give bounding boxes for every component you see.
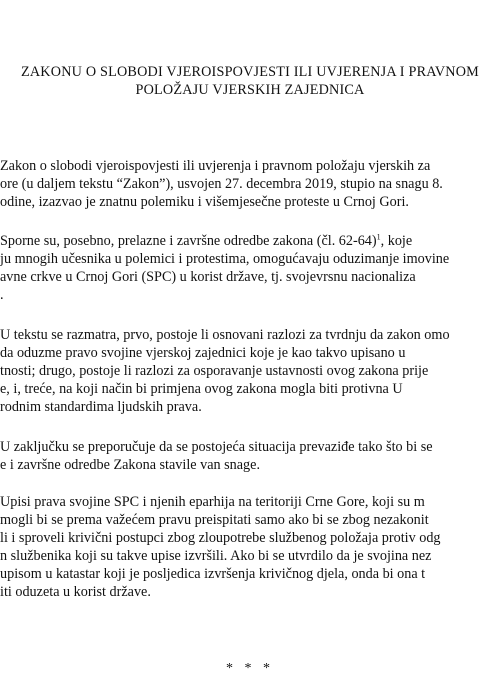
paragraph-line: . [0,287,4,303]
paragraph-line: e i završne odredbe Zakona stavile van snage. [0,457,260,473]
paragraph-line: n službenika koji su takve upise izvršili. Ako bi se utvrdilo da je svojina nez [0,548,432,564]
paragraph-line: Zakon o slobodi vjeroispovjesti ili uvjerenja i pravnom položaju vjerskih za [0,158,431,174]
paragraph-line [0,232,500,250]
paragraph-line: avne crkve u Crnoj Gori (SPC) u korist države, tj. svojevrsnu nacionaliza [0,269,416,285]
paragraph-5 [0,493,500,601]
footnote-marker[interactable]: 1 [376,232,381,242]
paragraph-line: tnosti; drugo, postoje li razlozi za osporavanje ustavnosti ovog zakona prije [0,363,429,379]
paragraph-line: Upisi prava svojine SPC i njenih eparhija na teritoriji Crne Gore, koji su m [0,494,425,510]
paragraph-line: iti oduzeta u korist države. [0,584,151,600]
paragraph-3 [0,326,500,416]
paragraph-line: upisom u katastar koji je posljedica izvršenja krivičnog djela, onda bi ona t [0,566,426,582]
document-title [0,63,500,99]
paragraph-line: ore (u daljem tekstu “Zakon”), usvojen 27. decembra 2019, stupio na snagu 8. [0,176,443,192]
paragraph-line: li i sproveli krivični postupci zbog zloupotrebe službenog položaja protiv odg [0,530,441,546]
paragraph-line-tail: , koje [380,233,413,249]
paragraph-line: ju mnogih učesnika u polemici i protestima, omogućavaju oduzimanje imovine [0,251,450,267]
paragraph-line: rodnim standardima ljudskih prava. [0,399,202,415]
paragraph-line: odine, izazvao je znatnu polemiku i višemjesečne proteste u Crnoj Gori. [0,194,409,210]
title-line-1: ZAKONU O SLOBODI VJEROISPOVJESTI ILI UVJERENJA I PRAVNOM [21,64,479,80]
section-separator: * * * [226,661,274,676]
title-line-2: POLOŽAJU VJERSKIH ZAJEDNICA [135,82,365,98]
paragraph-line: U zaključku se preporučuje da se postojeća situacija prevaziđe tako što bi se [0,439,433,455]
paragraph-line: mogli bi se prema važećem pravu preispitati samo ako bi se zbog nezakonit [0,512,429,528]
paragraph-line: da oduzme pravo svojine vjerskoj zajednici koje je kao takvo upisano u [0,345,406,361]
paragraph-4 [0,438,500,474]
paragraph-2 [0,232,500,304]
paragraph-line-text: Sporne su, posebno, prelazne i završne odredbe zakona (čl. 62-64) [0,233,377,249]
paragraph-1 [0,157,500,211]
paragraph-line: U tekstu se razmatra, prvo, postoje li osnovani razlozi za tvrdnju da zakon omo [0,327,450,343]
paragraph-line: e, i, treće, na koji način bi primjena ovog zakona mogla biti protivna U [0,381,403,397]
